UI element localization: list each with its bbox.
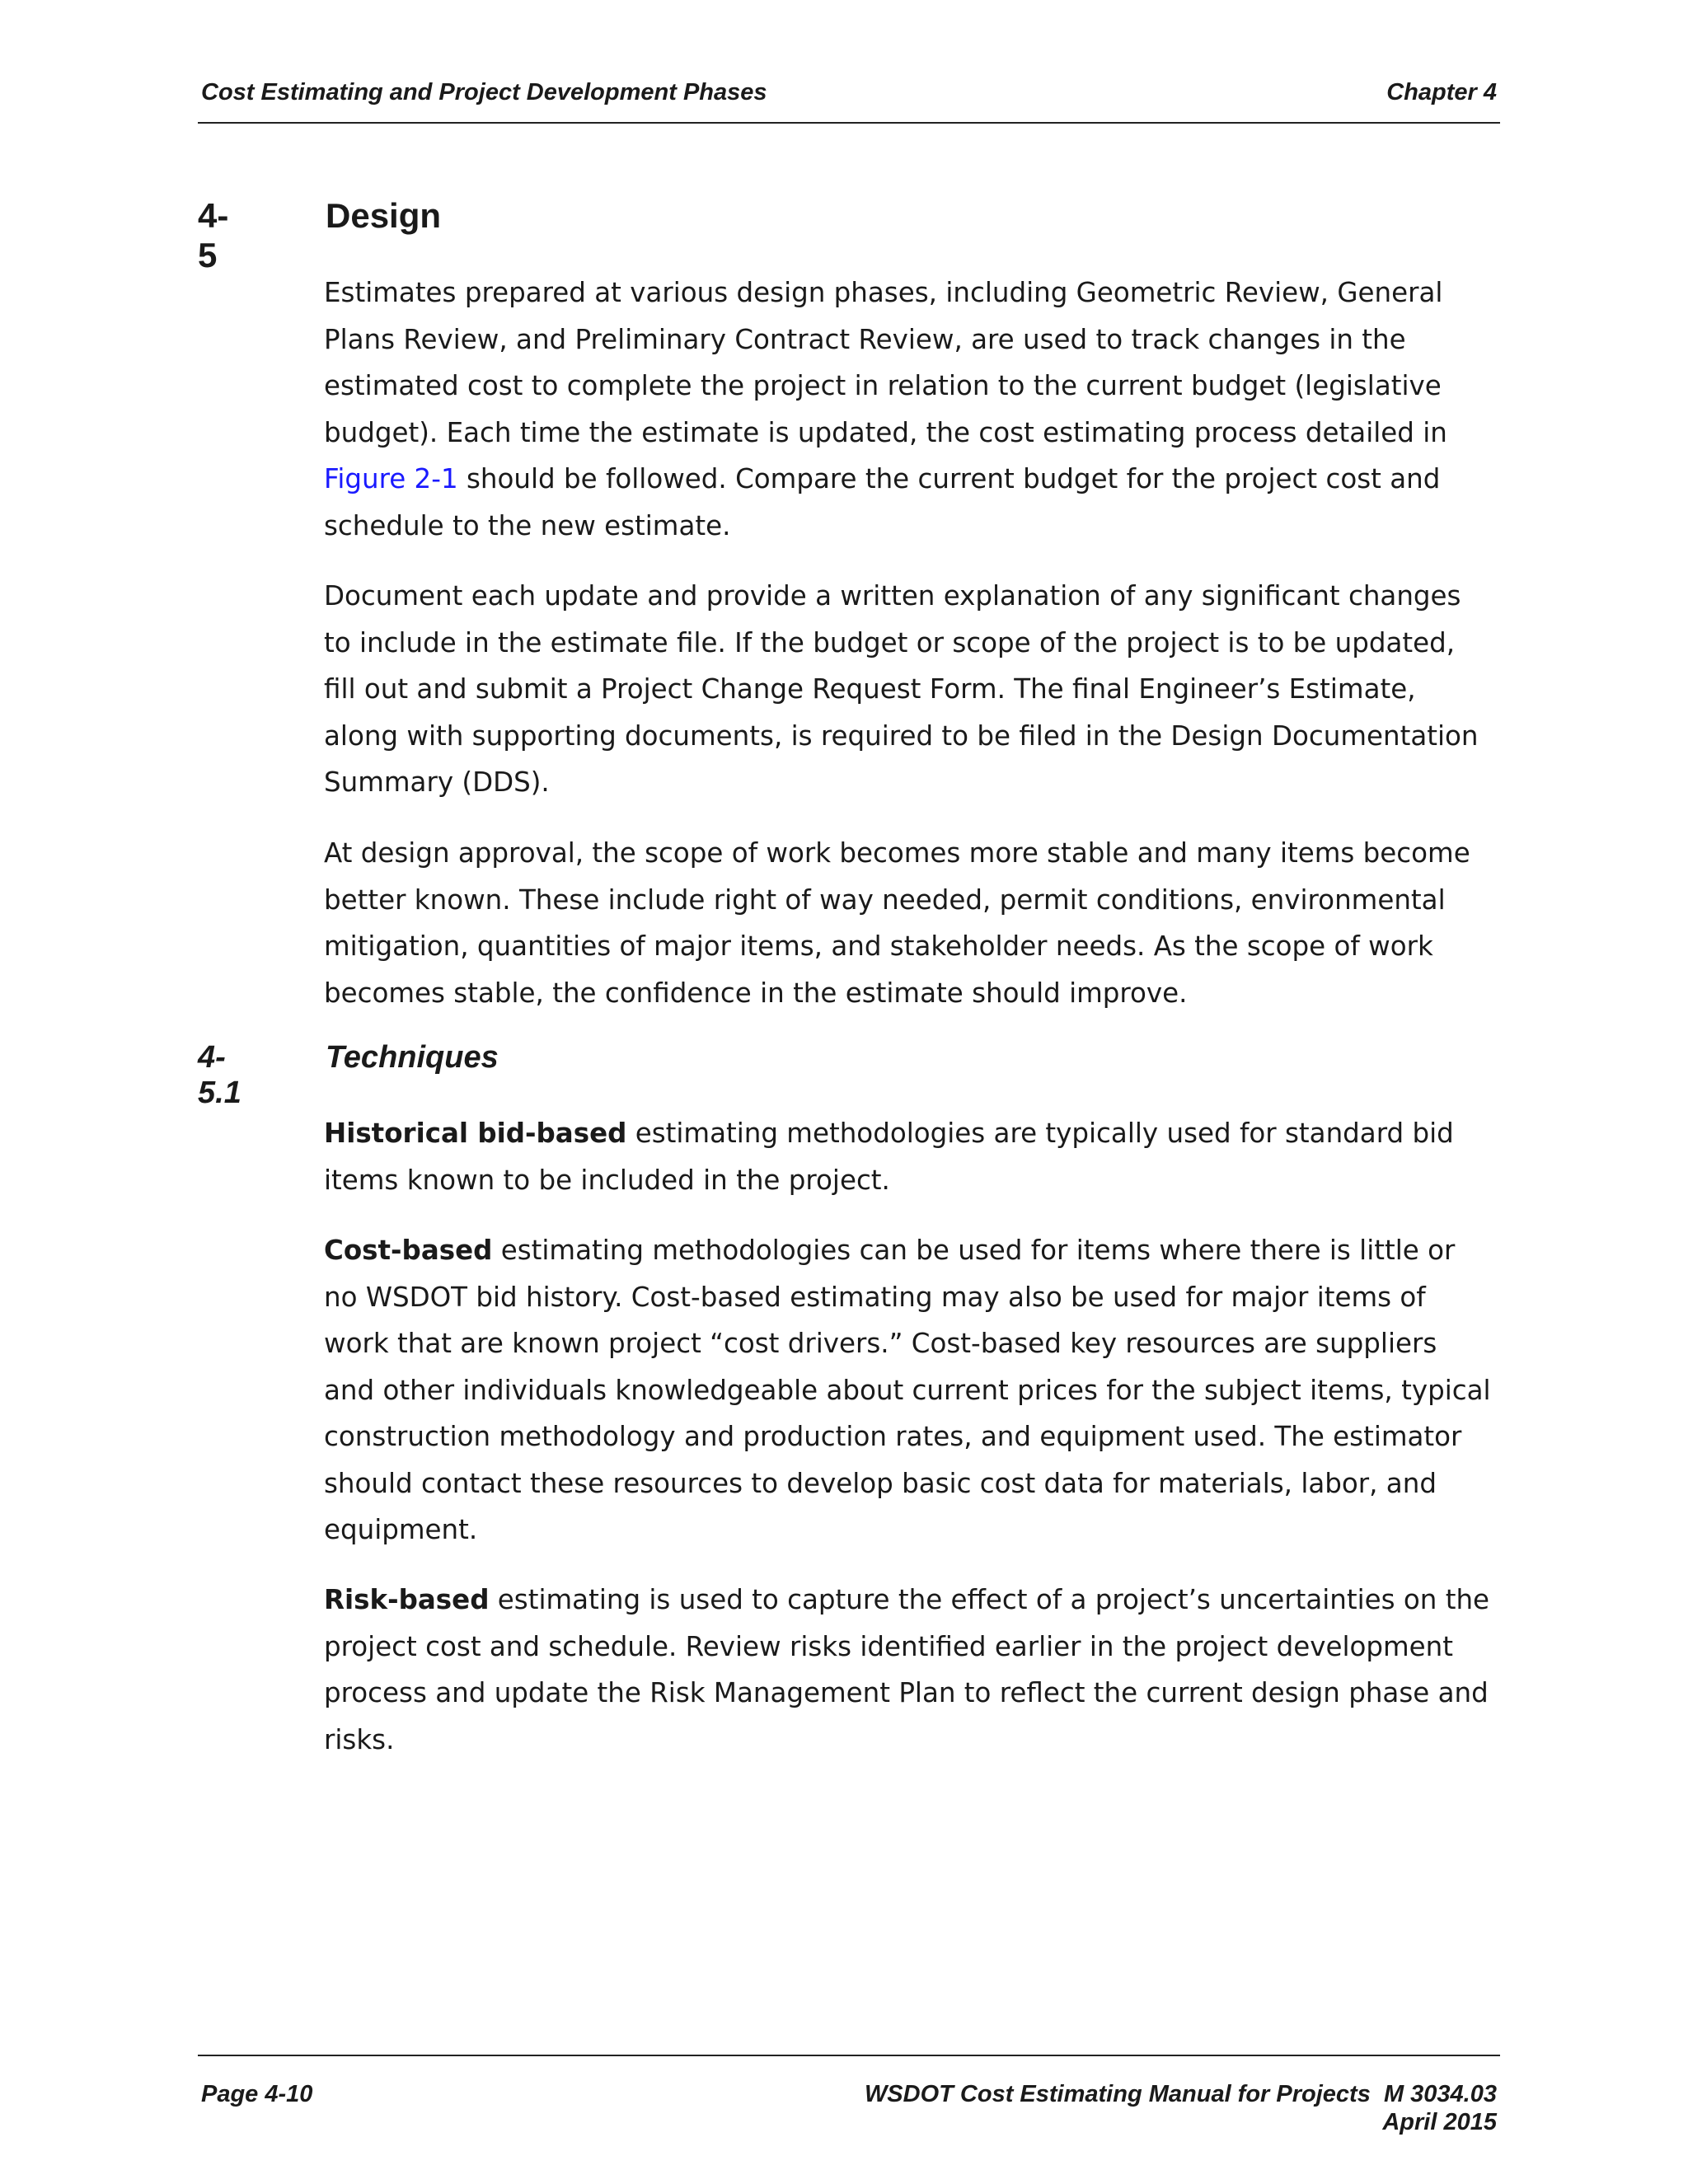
page-footer xyxy=(198,2055,1500,2139)
term-historical-bid-based: Historical bid-based xyxy=(324,1118,627,1149)
paragraph-text: should be followed. Compare the current budget for the project cost and schedule to the new estimate. xyxy=(324,463,1441,541)
paragraph-text: estimating methodologies can be used for items where there is little or no WSDOT bid history. Cost-based estimating may also be used for major items of work that are known project “cost drivers.” Cost-based key resources are suppliers and other individuals knowledgeable about current prices for the subject items, typical construction methodology and production rates, and equipment used. The estimator should contact these resources to develop basic cost data for materials, labor, and equipment. xyxy=(324,1235,1491,1545)
footer-page-number: Page 4-10 xyxy=(201,2081,313,2107)
term-risk-based: Risk-based xyxy=(324,1584,490,1615)
subsection-title: Techniques xyxy=(326,1040,499,1075)
subsection-number: 4-5.1 xyxy=(198,1040,241,1110)
header-chapter: Chapter 4 xyxy=(1386,79,1497,105)
paragraph-risk-based xyxy=(324,1577,1494,1763)
paragraph-cost-based xyxy=(324,1227,1494,1554)
footer-manual-title: WSDOT Cost Estimating Manual for Projects M 3034.03 xyxy=(864,2081,1497,2107)
figure-2-1-link[interactable]: Figure 2-1 xyxy=(324,463,458,494)
paragraph-text: Estimates prepared at various design phases, including Geometric Review, General Plans Review, and Preliminary Contract Review, are used to track changes in the estimated cost to complete the project in relation to the current budget (legislative budget). Each time the estimate is updated, the cost estimating process detailed in xyxy=(324,277,1447,448)
page-header xyxy=(198,79,1500,124)
paragraph-document-updates: Document each update and provide a written explanation of any significant changes to include in the estimate file. If the budget or scope of the project is to be updated, fill out and submit a Project Change Request Form. The final Engineer’s Estimate, along with supporting documents, is required to be filed in the Design Documentation Summary (DDS). xyxy=(324,580,1479,798)
paragraph-text: estimating methodologies are typically used for standard bid items known to be included in the project. xyxy=(324,1118,1454,1196)
term-cost-based: Cost-based xyxy=(324,1235,493,1266)
paragraph-design-intro xyxy=(324,269,1494,549)
section-title: Design xyxy=(326,196,442,235)
header-title: Cost Estimating and Project Development Phases xyxy=(201,79,767,105)
paragraph-design-approval: At design approval, the scope of work becomes more stable and many items become better known. These include right of way needed, permit conditions, environmental mitigation, quantities of major items, and stakeholder needs. As the scope of work becomes stable, the confidence in the estimate should improve. xyxy=(324,837,1470,1009)
paragraph-historical-bid xyxy=(324,1110,1494,1203)
footer-date: April 2015 xyxy=(1382,2109,1497,2135)
paragraph-text: estimating is used to capture the effect of a project’s uncertainties on the project cost and schedule. Review risks identified earlier in the project development process and update the Risk Management Plan to reflect the current design phase and risks. xyxy=(324,1584,1490,1755)
section-number: 4-5 xyxy=(198,196,229,274)
